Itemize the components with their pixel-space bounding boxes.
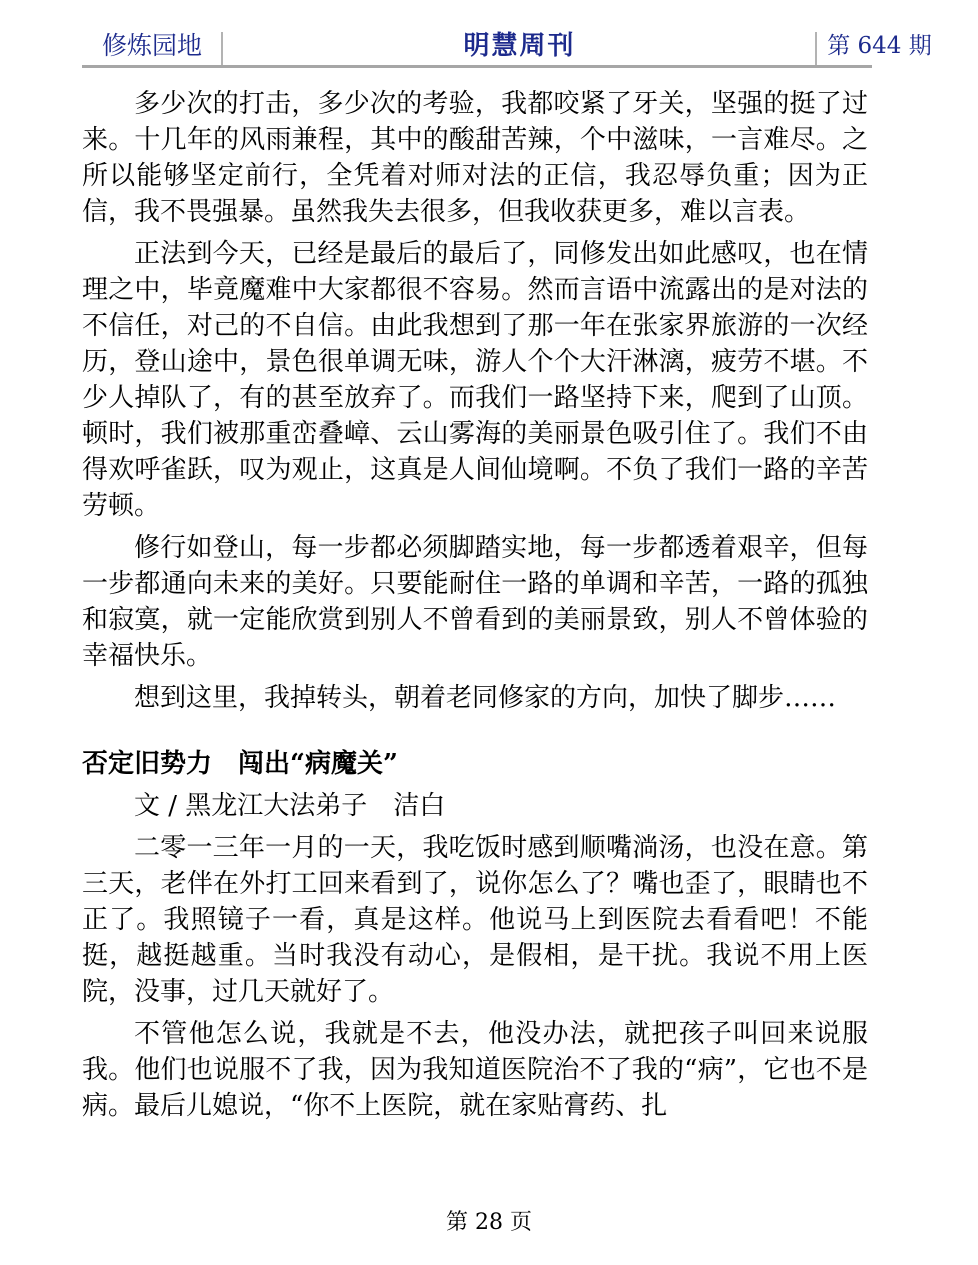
issue-number: 第 644 期	[827, 33, 932, 59]
paragraph: 二零一三年一月的一天，我吃饭时感到顺嘴淌汤，也没在意。第三天，老伴在外打工回来看到了，说你怎么了？嘴也歪了，眼睛也不正了。我照镜子一看，真是这样。他说马上到医院去看看吧！不能挺，越挺越重。当时我没有动心，是假相，是干扰。我说不用上医院，没事，过几天就好了。	[82, 833, 868, 1007]
paragraph: 想到这里，我掉转头，朝着老同修家的方向，加快了脚步……	[134, 683, 837, 713]
page-content	[82, 86, 868, 1130]
page-header	[82, 26, 932, 66]
paragraph: 不管他怎么说，我就是不去，他没办法，就把孩子叫回来说服我。他们也说服不了我，因为我知道医院治不了我的“病”，它也不是病。最后儿媳说，“你不上医院，就在家贴膏药、扎	[82, 1019, 868, 1121]
article-byline: 文 / 黑龙江大法弟子 洁白	[134, 791, 446, 821]
paragraph: 修行如登山，每一步都必须脚踏实地，每一步都透着艰辛，但每一步都通向未来的美好。只要能耐住一路的单调和辛苦，一路的孤独和寂寞，就一定能欣赏到别人不曾看到的美丽景致，别人不曾体验的幸福快乐。	[82, 533, 868, 671]
article-title: 否定旧势力 闯出“病魔关”	[82, 749, 398, 779]
publication-title: 明慧周刊	[463, 31, 576, 61]
page-number: 第 28 页	[446, 1210, 532, 1235]
section-name: 修炼园地	[101, 31, 202, 60]
paragraph: 正法到今天，已经是最后的最后了，同修发出如此感叹，也在情理之中，毕竟魔难中大家都很不容易。然而言语中流露出的是对法的不信任，对己的不自信。由此我想到了那一年在张家界旅游的一次经历，登山途中，景色很单调无味，游人个个大汗淋漓，疲劳不堪。不少人掉队了，有的甚至放弃了。而我们一路坚持下来，爬到了山顶。顿时，我们被那重峦叠嶂、云山雾海的美丽景色吸引住了。我们不由得欢呼雀跃，叹为观止，这真是人间仙境啊。不负了我们一路的辛苦劳顿。	[82, 239, 868, 521]
paragraph: 多少次的打击，多少次的考验，我都咬紧了牙关，坚强的挺了过来。十几年的风雨兼程，其中的酸甜苦辣，个中滋味，一言难尽。之所以能够坚定前行，全凭着对师对法的正信，我忍辱负重；因为正信，我不畏强暴。虽然我失去很多，但我收获更多，难以言表。	[82, 89, 868, 227]
header-rule	[82, 65, 872, 68]
